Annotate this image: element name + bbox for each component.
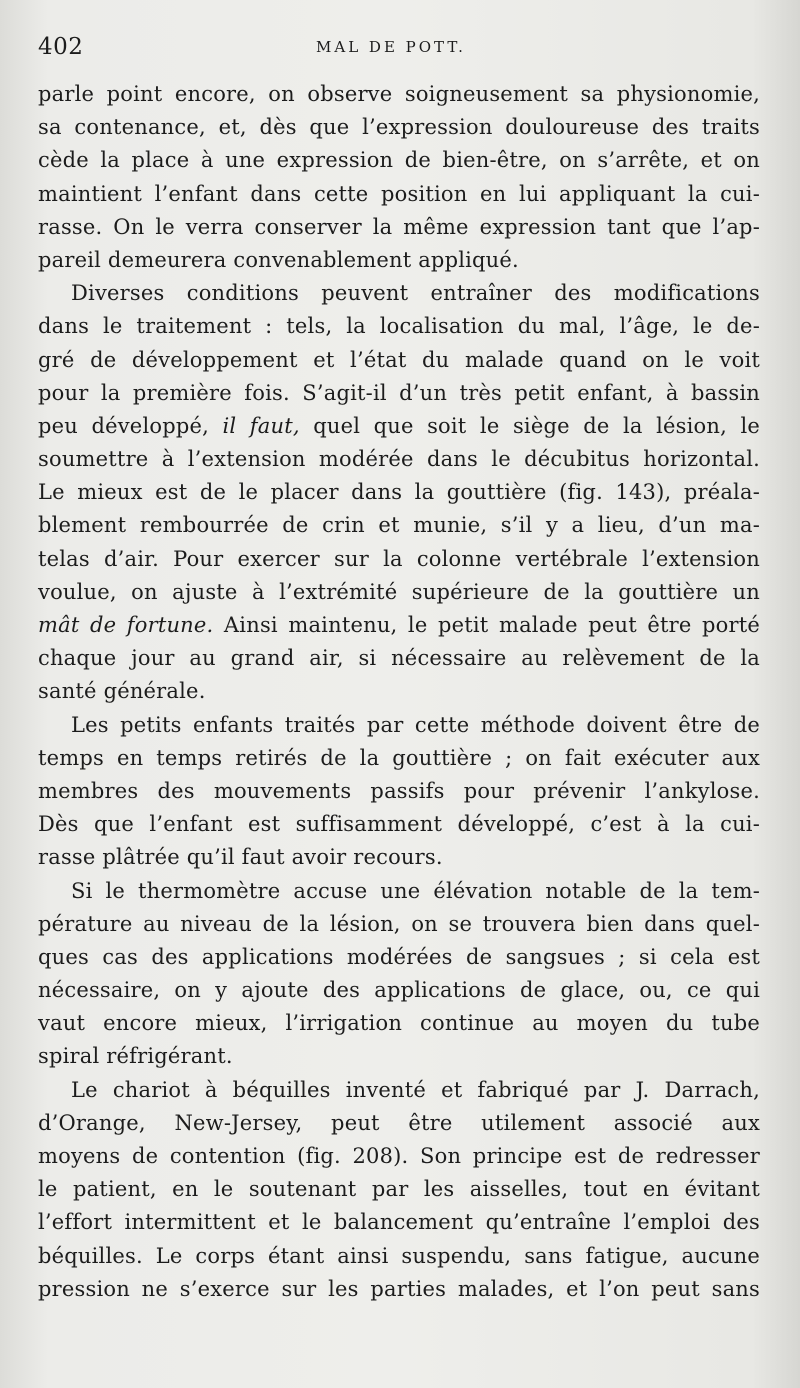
italic-phrase: il faut, (222, 413, 300, 438)
text-segment: Ainsi maintenu, le petit malade peut être porté (213, 613, 760, 637)
text-line: Si le thermomètre accuse une élévation notable de la tem- (71, 878, 760, 903)
text-line: rasse plâtrée qu’il faut avoir recours. (38, 845, 443, 870)
text-line: pareil demeurera convenablement appliqué. (38, 247, 519, 272)
text-line: le patient, en le soutenant par les aisselles, tout en évitant (38, 1177, 760, 1202)
text-line: Le mieux est de le placer dans la gouttière (fig. 143), préala- (38, 480, 760, 505)
text-line: pour la première fois. S’agit-il d’un très petit enfant, à bassin (38, 380, 760, 405)
text-line: cède la place à une expression de bien-être, on s’arrête, et on (38, 148, 760, 173)
text-line: parle point encore, on observe soigneusement sa physionomie, (38, 82, 760, 106)
text-line: béquilles. Le corps étant ainsi suspendu, sans fatigue, aucune (38, 1243, 760, 1268)
text-line: spiral réfrigérant. (38, 1044, 233, 1069)
text-line: Le chariot à béquilles inventé et fabriqué par J. Darrach, (71, 1077, 760, 1102)
text-line: ques cas des applications modérées de sangsues ; si cela est (38, 944, 760, 969)
text-line: rasse. On le verra conserver la même expression tant que l’ap- (38, 214, 760, 239)
text-line: maintient l’enfant dans cette position en lui appliquant la cui- (38, 181, 760, 206)
text-line: Dès que l’enfant est suffisamment développé, c’est à la cui- (38, 812, 760, 837)
text-line: Diverses conditions peuvent entraîner des modifications (71, 281, 760, 306)
text-line: Les petits enfants traités par cette méthode doivent être de (71, 712, 760, 737)
text-line: chaque jour au grand air, si nécessaire au relèvement de la (38, 646, 760, 671)
text-line: pression ne s’exerce sur les parties malades, et l’on peut sans (38, 1276, 760, 1301)
text-line: vaut encore mieux, l’irrigation continue au moyen du tube (38, 1011, 760, 1036)
text-line: gré de développement et l’état du malade quand on le voit (38, 347, 760, 372)
text-line (38, 410, 760, 443)
text-line: sa contenance, et, dès que l’expression douloureuse des traits (38, 115, 760, 140)
text-line: pérature au niveau de la lésion, on se trouvera bien dans quel- (38, 911, 760, 936)
text-line: moyens de contention (fig. 208). Son principe est de redresser (38, 1144, 760, 1168)
text-line: temps en temps retirés de la gouttière ; on fait exécuter aux (38, 745, 760, 770)
text-line: voulue, on ajuste à l’extrémité supérieure de la gouttière un (38, 579, 760, 604)
text-segment: quel que soit le siège de la lésion, le (299, 413, 760, 438)
text-line: d’Orange, New-Jersey, peut être utilement associé aux (38, 1110, 760, 1135)
text-line: blement rembourrée de crin et munie, s’il y a lieu, d’un ma- (38, 513, 760, 538)
text-segment: peu développé, (38, 413, 223, 438)
text-line: l’effort intermittent et le balancement qu’entraîne l’emploi des (38, 1210, 760, 1235)
page-header (38, 30, 758, 70)
text-line: telas d’air. Pour exercer sur la colonne vertébrale l’extension (38, 546, 760, 571)
text-line: soumettre à l’extension modérée dans le décubitus horizontal. (38, 447, 760, 472)
body-text (38, 78, 760, 1306)
text-line: nécessaire, on y ajoute des applications de glace, ou, ce qui (38, 978, 760, 1003)
italic-phrase: mât de fortune. (38, 613, 214, 637)
text-line: membres des mouvements passifs pour prévenir l’ankylose. (38, 778, 760, 803)
text-line (38, 609, 760, 642)
page-number: 402 (38, 34, 84, 60)
running-head: MAL DE POTT. (316, 38, 466, 56)
text-line: dans le traitement : tels, la localisation du mal, l’âge, le de- (38, 314, 760, 339)
text-line: santé générale. (38, 679, 206, 704)
